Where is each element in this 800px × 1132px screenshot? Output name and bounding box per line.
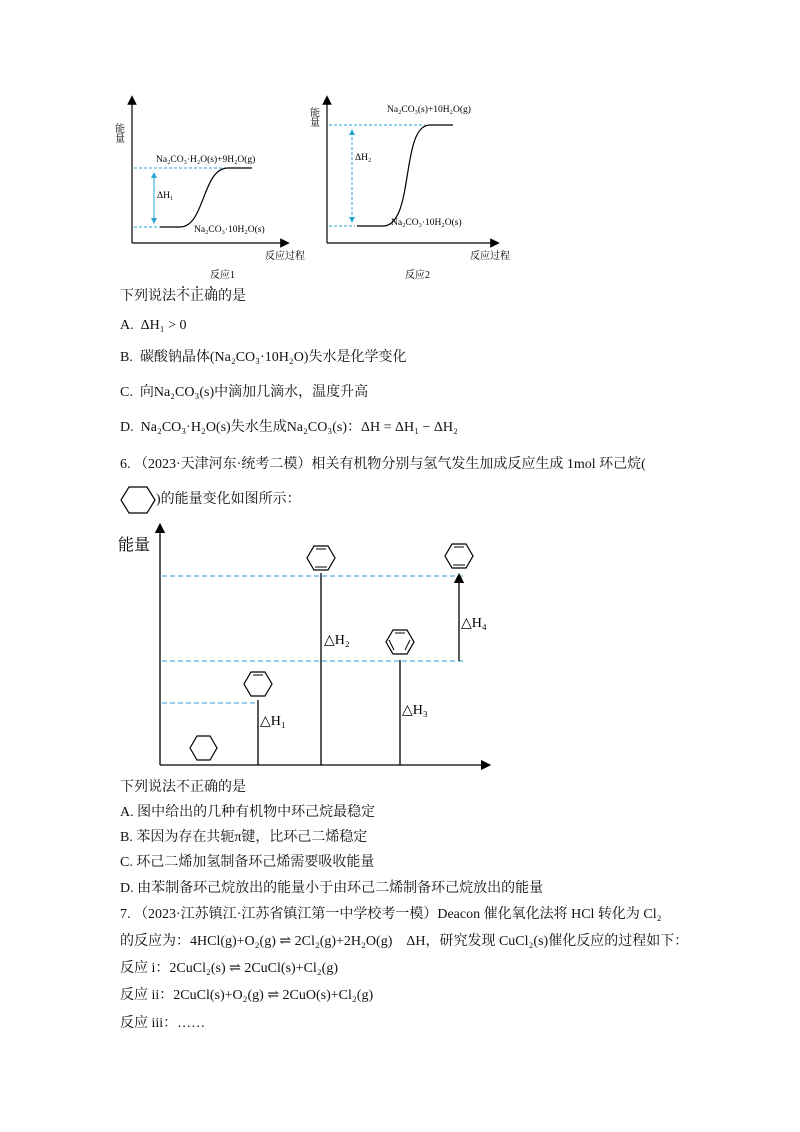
energy-diagram-1	[110, 95, 310, 285]
q6-option-d: D. 由苯制备环己烷放出的能量小于由环己二烯制备环己烷放出的能量	[120, 881, 544, 896]
q5-option-d: D. Na₂CO₃·H₂O(s)失水生成Na₂CO₃(s)：ΔH = ΔH₁ − ΔH₂	[120, 420, 458, 435]
bottom-label: Na₂CO₃·10H₂O(s)	[391, 218, 462, 228]
q6-stem: 6. （2023·天津河东·统考二模）相关有机物分别与氢气发生加成反应生成 1mol 环己烷(	[120, 457, 646, 472]
dh-label: ΔH₂	[355, 153, 372, 163]
cyclohexane-icon	[120, 485, 156, 515]
y-axis-label: 能量	[307, 107, 319, 127]
x-axis-label: 反应过程	[265, 251, 305, 262]
q6-option-c: C. 环己二烯加氢制备环己烯需要吸收能量	[120, 855, 375, 870]
q6-question: 下列说法不正确的是	[120, 780, 246, 795]
y-axis-label: 能量	[112, 123, 124, 143]
dh2-label: △H₂	[324, 633, 350, 648]
caption: 反应1	[210, 270, 235, 281]
cyclohexane-structure	[190, 736, 217, 760]
emph-char: 确	[204, 289, 218, 304]
energy-curve	[357, 125, 453, 226]
q6-option-b: B. 苯因为存在共轭π键，比环己二烯稳定	[120, 830, 368, 845]
dh-label: ΔH₁	[157, 191, 174, 201]
q7-line2: 的反应为：4HCl(g)+O₂(g) ⇌ 2Cl₂(g)+2H₂O(g) ΔH，研究发现 CuCl₂(s)催化反应的过程如下：	[120, 934, 689, 949]
emph-char: 正	[190, 289, 204, 304]
q7-reaction-ii: 反应 ii：2CuCl(s)+O₂(g) ⇌ 2CuO(s)+Cl₂(g)	[120, 988, 374, 1003]
x-axis-label: 反应过程	[470, 251, 510, 262]
cyclohexadiene-structure	[307, 546, 335, 570]
q5-option-a: A. ΔH₁ > 0	[120, 318, 187, 333]
dh4-label: △H₄	[461, 616, 487, 631]
q7-reaction-iii: 反应 iii：……	[120, 1016, 206, 1031]
energy-curve	[160, 168, 252, 227]
energy-diagram-2	[305, 95, 515, 285]
q5-stem: 下列说法不正确的是	[120, 289, 246, 304]
cyclohexene-structure	[244, 672, 272, 696]
q5-option-c: C. 向Na₂CO₃(s)中滴加几滴水，温度升高	[120, 385, 369, 400]
dh3-label: △H₃	[402, 703, 428, 718]
q5-option-b: B. 碳酸钠晶体(Na₂CO₃·10H₂O)失水是化学变化	[120, 350, 407, 365]
q6-energy-chart	[118, 520, 498, 775]
dh1-label: △H₁	[260, 714, 286, 729]
top-label: Na₂CO₃·H₂O(s)+9H₂O(g)	[156, 155, 256, 165]
top-label: Na₂CO₃(s)+10H₂O(g)	[387, 105, 471, 115]
q6-option-a: A. 图中给出的几种有机物中环己烷最稳定	[120, 805, 376, 820]
q6-stem-2: )的能量变化如图所示：	[120, 485, 301, 515]
benzene-structure	[386, 630, 414, 654]
emph-char: 不	[176, 289, 190, 304]
chart-y-label: 能量	[118, 537, 151, 554]
cyclohexadiene-structure-2	[445, 544, 473, 568]
q7-stem: 7. （2023·江苏镇江·江苏省镇江第一中学校考一模）Deacon 催化氧化法将 HCl 转化为 Cl₂	[120, 907, 662, 922]
bottom-label: Na₂CO₃·10H₂O(s)	[194, 225, 265, 235]
caption: 反应2	[405, 270, 430, 281]
q7-reaction-i: 反应 i：2CuCl₂(s) ⇌ 2CuCl(s)+Cl₂(g)	[120, 961, 339, 976]
